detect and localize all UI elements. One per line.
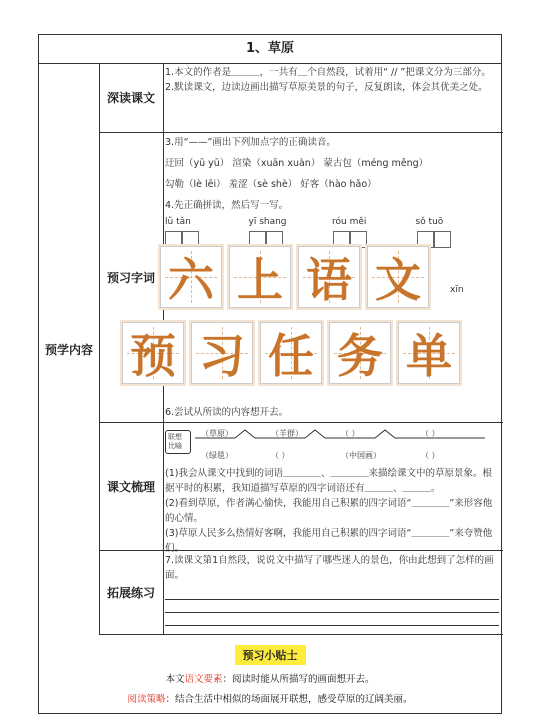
question-line: 勾勒（lè lēi） 羞涩（sè shè） 好客（hào hǎo） <box>165 179 377 190</box>
pinyin-item: sǒ tuō <box>415 217 444 227</box>
diagram-top-label: （羊群） <box>271 429 303 438</box>
row-body <box>165 135 499 295</box>
diagram-top-label: （ ） <box>421 429 440 438</box>
row-body <box>165 405 499 556</box>
pinyin-item: yī shang <box>248 217 287 227</box>
question-line: 4.先正确拼读，然后写一写。 <box>165 200 289 211</box>
banner-tile: 单 <box>398 322 460 384</box>
left-label: 预学内容 <box>39 63 100 635</box>
row-body <box>165 65 499 95</box>
diagram-tag: 联想比喻 <box>165 430 191 454</box>
row-label: 深读课文 <box>99 63 164 132</box>
pinyin-item: róu měi <box>332 217 367 227</box>
banner-line-2 <box>122 322 460 384</box>
question-line: (3)草原人民多么热情好客啊，我能用自己积累的四字词语“＿＿＿＿”来夸赞他们。 <box>165 528 493 554</box>
row-outline <box>99 407 503 554</box>
banner-tile: 六 <box>160 246 222 308</box>
association-diagram <box>165 422 499 466</box>
question-line: 3.用“——”画出下列加点字的正确读音。 <box>165 137 336 148</box>
tips-text: ：结合生活中相似的场面展开联想，感受草原的辽阔美丽。 <box>165 694 413 705</box>
banner-tile: 预 <box>122 322 184 384</box>
question-line: 1.本文的作者是＿＿＿，一共有＿个自然段，试着用“ // ”把课文分为三部分。 <box>165 67 491 78</box>
diagram-bottom-label: （ ） <box>421 451 440 460</box>
tips-text: ：阅读时能从所描写的画面想开去。 <box>222 674 375 685</box>
question-line: 6.尝试从所读的内容想开去。 <box>165 407 289 418</box>
tips-line-2 <box>39 691 501 705</box>
row-extension <box>99 551 503 635</box>
diagram-bottom-label: （ ） <box>271 451 290 460</box>
row-label: 拓展练习 <box>99 551 164 634</box>
page-title: 1、草原 <box>39 35 501 64</box>
banner-tile: 任 <box>260 322 322 384</box>
row-label: 课文梳理 <box>99 423 164 550</box>
banner-tile: 文 <box>367 246 429 308</box>
banner-tile: 习 <box>191 322 253 384</box>
diagram-top-label: （ ） <box>341 429 360 438</box>
tips-key: 阅读策略 <box>127 694 166 705</box>
banner-tile: 上 <box>229 246 291 308</box>
banner-tile: 语 <box>298 246 360 308</box>
tips-prefix: 本文 <box>165 674 185 685</box>
pinyin-item: xīn <box>450 285 464 295</box>
row-body <box>165 553 499 626</box>
diagram-bottom-label: （中国画） <box>341 451 381 460</box>
tips-heading: 预习小贴士 <box>235 645 306 665</box>
pinyin-item: lǜ tǎn <box>165 217 191 227</box>
diagram-bottom-label: （绿毯） <box>201 451 233 460</box>
answer-lines[interactable] <box>165 587 499 626</box>
row-label: 预习字词 <box>99 133 164 422</box>
row-deep-reading <box>99 63 503 133</box>
banner-line-1 <box>160 246 429 308</box>
tips-section <box>39 635 501 715</box>
pinyin-row <box>165 215 499 230</box>
question-line: 迂回（yū yū） 渲染（xuān xuàn） 蒙古包（méng měng） <box>165 158 429 169</box>
tips-key: 语文要素 <box>184 674 223 685</box>
question-line: (2)看到草原，作者满心愉快，我能用自己积累的四字词语“＿＿＿＿”来形容他的心情。 <box>165 498 493 524</box>
banner-tile: 务 <box>329 322 391 384</box>
diagram-top-label: （草原） <box>201 429 233 438</box>
tips-line-1 <box>39 671 501 685</box>
question-line: 2.默读课文，边读边画出描写草原美景的句子，反复朗读，体会其优美之处。 <box>165 82 488 93</box>
question-line: (1)我会从课文中找到的词语＿＿＿＿、＿＿＿＿来描绘课文中的草原景象。根据平时的积累，我知道描写草原的四字词语还有＿＿＿、＿＿＿。 <box>165 468 492 494</box>
question-line: 7.读课文第1自然段，说说文中描写了哪些迷人的景色，你由此想到了怎样的画面。 <box>165 555 494 581</box>
